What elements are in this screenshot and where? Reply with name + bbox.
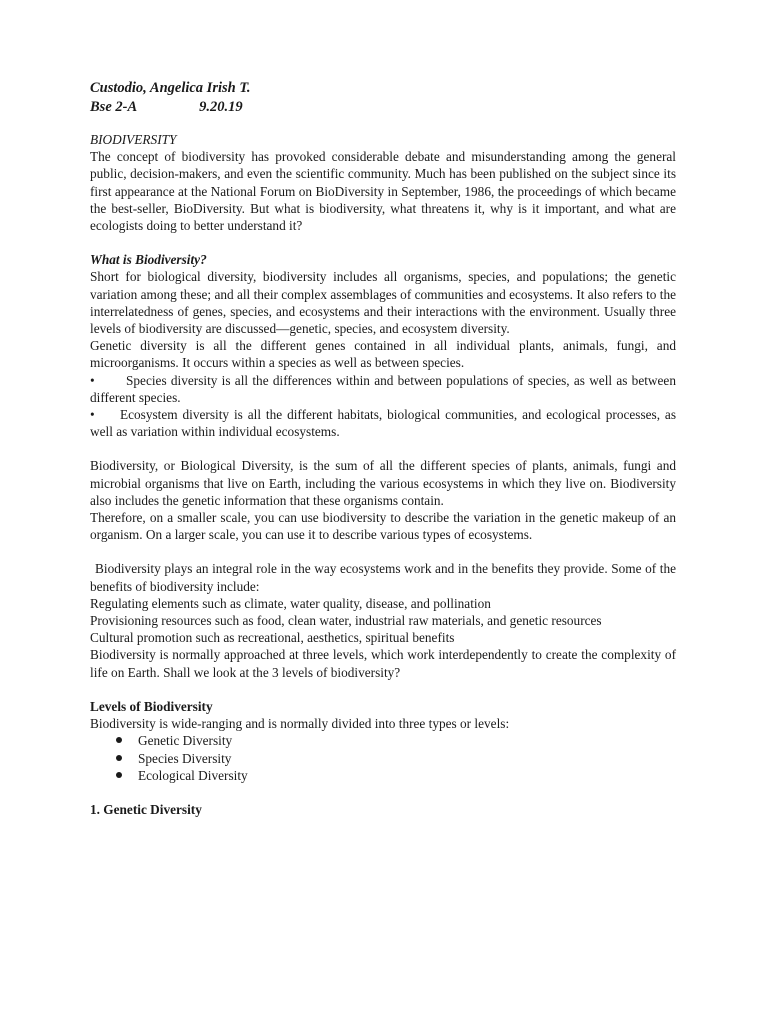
list-item: Ecological Diversity	[90, 767, 676, 784]
date-label: 9.20.19	[199, 99, 243, 115]
document-page	[90, 79, 676, 818]
title-biodiversity: BIODIVERSITY	[90, 132, 177, 147]
ecosystem-diversity-bullet: • Ecosystem diversity is all the different habitats, biological communities, and ecological processes, as well as variation within individual ecosystems.	[90, 407, 676, 440]
heading-what-is-biodiversity: What is Biodiversity?	[90, 252, 207, 268]
benefit-cultural: Cultural promotion such as recreational, aesthetics, spiritual benefits	[90, 630, 455, 646]
author-name: Custodio, Angelica Irish T.	[90, 80, 251, 96]
bullet-disc-icon	[116, 755, 122, 761]
list-item: Species Diversity	[90, 750, 676, 767]
levels-intro: Biodiversity is wide-ranging and is normally divided into three types or levels:	[90, 716, 510, 732]
list-item: Genetic Diversity	[90, 732, 676, 749]
bullet-glyph: •	[90, 372, 95, 388]
heading-genetic-diversity: 1. Genetic Diversity	[90, 801, 202, 817]
benefits-paragraph-1: Biodiversity plays an integral role in the way ecosystems work and in the benefits they provide. Some of the benefits of biodiversity include:	[90, 561, 676, 594]
benefit-provisioning: Provisioning resources such as food, clean water, industrial raw materials, and genetic resources	[90, 613, 602, 629]
intro-paragraph: The concept of biodiversity has provoked considerable debate and misunderstanding among the general public, decision-makers, and even the scientific community. Much has been published on the subject since its first appearance at the National Forum on BioDiversity in September, 1986, the proceedings of which became the best-seller, BioDiversity. But what is biodiversity, what threatens it, why is it important, and what are ecologists doing to better understand it?	[90, 149, 676, 234]
section-label: Bse 2-A	[90, 99, 138, 115]
levels-list	[90, 732, 676, 784]
definition-paragraph-1: Biodiversity, or Biological Diversity, is the sum of all the different species of plants, animals, fungi and microbial organisms that live on Earth, including the various ecosystems in which they live on. Biodiversity also includes the genetic information that these organisms contain.	[90, 458, 676, 508]
benefits-paragraph-2: Biodiversity is normally approached at three levels, which work interdependently to create the complexity of life on Earth. Shall we look at the 3 levels of biodiversity?	[90, 647, 676, 680]
benefit-regulating: Regulating elements such as climate, water quality, disease, and pollination	[90, 595, 491, 611]
bullet-disc-icon	[116, 737, 122, 743]
heading-levels-of-biodiversity: Levels of Biodiversity	[90, 698, 213, 714]
bullet-disc-icon	[116, 772, 122, 778]
species-diversity-bullet: • Species diversity is all the differences within and between populations of species, as well as between different species.	[90, 372, 676, 405]
definition-paragraph-2: Therefore, on a smaller scale, you can use biodiversity to describe the variation in the genetic makeup of an organism. On a larger scale, you can use it to describe various types of ecosystems.	[90, 510, 676, 543]
bullet-glyph: •	[90, 407, 95, 423]
section-date-line	[90, 98, 676, 117]
what-is-paragraph-1: Short for biological diversity, biodiversity includes all organisms, species, and populations; the genetic variation among these; and all their complex assemblages of communities and ecosystems. It also refers to the interrelatedness of genes, species, and ecosystems and their interactions with the environment. Usually three levels of biodiversity are discussed—genetic, species, and ecosystem diversity.	[90, 269, 677, 337]
what-is-paragraph-2: Genetic diversity is all the different genes contained in all individual plants, animals, fungi, and microorganisms. It occurs within a species as well as between species.	[90, 338, 676, 371]
